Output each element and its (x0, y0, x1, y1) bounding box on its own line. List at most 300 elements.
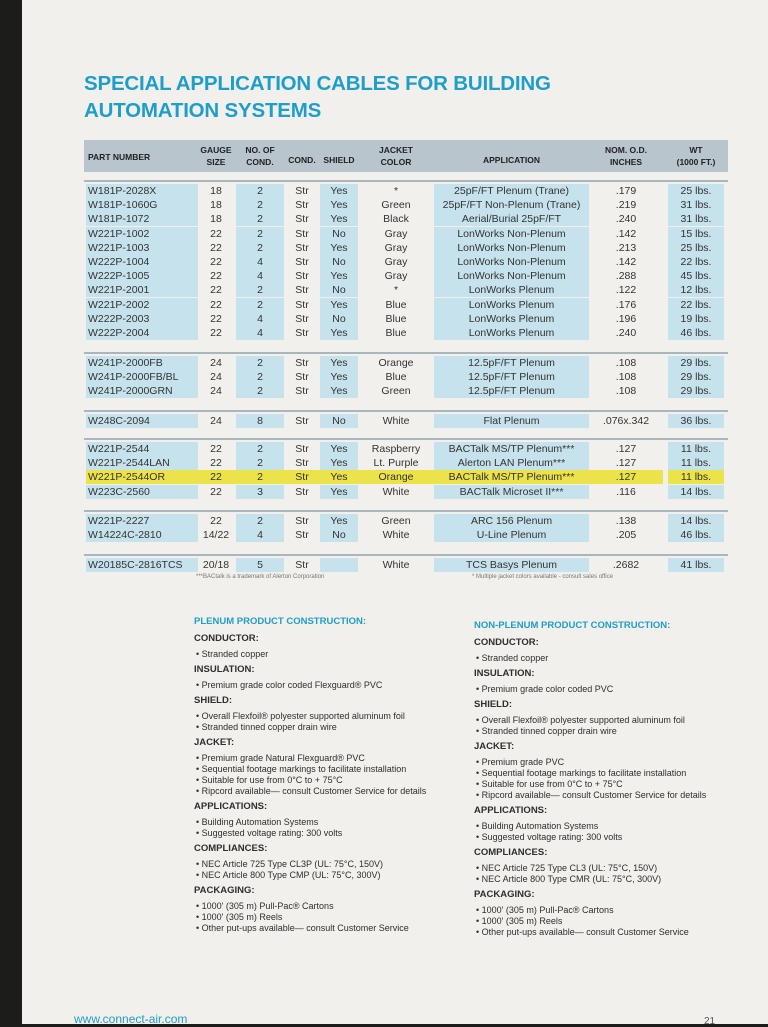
cell-application: LonWorks Non-Plenum (434, 269, 589, 283)
bullet-icon: • (196, 764, 202, 774)
cell-jacket-color: Gray (384, 256, 408, 268)
col-od (589, 145, 663, 167)
bullet-item (474, 779, 744, 790)
cell-weight: 29 lbs. (668, 356, 724, 370)
cell-conductor-count: 2 (236, 283, 284, 297)
cell-gauge-size: 14/22 (202, 529, 230, 542)
cell-part-number: W221P-2544OR (86, 470, 198, 484)
table-row (84, 470, 728, 484)
bullet-text: Stranded tinned copper drain wire (481, 726, 617, 736)
cell-conductor-type: Str (295, 515, 309, 527)
cell-nominal-od: .108 (615, 357, 637, 369)
cell-gauge-size: 22 (210, 284, 222, 297)
bullet-item (474, 874, 744, 885)
cell-conductor-type: Str (295, 298, 309, 311)
cell-weight: 31 lbs. (668, 212, 724, 226)
cell-part-number: W241P-2000FB/BL (86, 370, 198, 384)
bullet-text: NEC Article 800 Type CMP (UL: 75°C, 300V) (201, 870, 381, 880)
cell-jacket-color: Blue (385, 312, 407, 325)
cell-shield: Yes (320, 269, 358, 283)
cell-jacket-color: Green (381, 199, 411, 212)
table-row (84, 241, 728, 255)
col-od-2: INCHES (609, 157, 643, 167)
table-group (84, 554, 728, 574)
cell-jacket-color: Blue (385, 327, 407, 339)
cell-shield: No (320, 528, 358, 542)
cell-shield: No (320, 255, 358, 269)
cell-weight: 46 lbs. (668, 528, 724, 542)
bullet-text: NEC Article 725 Type CL3 (UL: 75°C, 150V) (481, 863, 658, 873)
cell-gauge-size: 24 (210, 385, 222, 398)
cell-conductor-count: 2 (236, 384, 284, 398)
group-divider (84, 352, 728, 354)
bullet-item (194, 680, 464, 691)
bullet-icon: • (476, 779, 482, 789)
cell-conductor-type: Str (295, 199, 309, 212)
cell-conductor-count: 8 (236, 414, 284, 428)
cell-shield: Yes (320, 470, 358, 484)
bullet-icon: • (196, 828, 202, 838)
cell-part-number: W221P-2544LAN (86, 456, 198, 470)
bullet-icon: • (476, 653, 482, 663)
section-title: PACKAGING: (474, 889, 535, 900)
section-title: APPLICATIONS: (194, 801, 268, 812)
bullet-text: Stranded copper (481, 653, 549, 663)
bullet-text: Stranded tinned copper drain wire (201, 722, 337, 732)
cell-weight: 29 lbs. (668, 370, 724, 384)
bullet-text: 1000' (305 m) Pull-Pac® Cartons (201, 901, 334, 911)
cell-gauge-size: 22 (210, 270, 222, 283)
cell-conductor-count: 2 (236, 442, 284, 456)
col-gauge (196, 145, 236, 167)
cell-application: LonWorks Plenum (434, 326, 589, 340)
bullet-icon: • (476, 757, 482, 767)
cell-shield: Yes (320, 212, 358, 226)
cell-shield: Yes (320, 326, 358, 340)
cell-conductor-type: Str (295, 312, 309, 325)
cell-part-number: W14224C-2810 (86, 528, 198, 542)
section-title: CONDUCTOR: (474, 637, 539, 648)
cell-conductor-count: 4 (236, 312, 284, 326)
table-row (84, 485, 728, 499)
group-divider (84, 438, 728, 440)
bullet-item (194, 786, 464, 797)
cell-application: 25pF/FT Non-Plenum (Trane) (434, 198, 589, 212)
bullet-icon: • (476, 821, 482, 831)
bullet-item (194, 711, 464, 722)
cell-part-number: W241P-2000FB (86, 356, 198, 370)
cell-conductor-type: Str (295, 385, 309, 398)
cell-application: LonWorks Plenum (434, 312, 589, 326)
section-title: JACKET: (474, 741, 515, 752)
cell-nominal-od: .196 (615, 312, 637, 325)
bullet-item (194, 912, 464, 923)
col-shield: SHIELD (323, 155, 355, 165)
cell-weight: 14 lbs. (668, 514, 724, 528)
cell-shield (320, 558, 358, 572)
bullet-item (474, 863, 744, 874)
bullet-item (194, 817, 464, 828)
col-no-of-cond (236, 145, 284, 167)
cell-application: BACTalk Microset II*** (434, 485, 589, 499)
bullet-text: Premium grade color coded Flexguard® PVC (201, 680, 383, 690)
cell-part-number: W221P-2227 (86, 514, 198, 528)
col-gauge-1: GAUGE (200, 145, 232, 155)
bullet-icon: • (476, 905, 482, 915)
table-row (84, 456, 728, 470)
cell-weight: 22 lbs. (668, 255, 724, 269)
cell-nominal-od: .240 (615, 327, 637, 339)
col-weight (668, 145, 724, 167)
cell-conductor-type: Str (295, 485, 309, 498)
group-divider (84, 510, 728, 512)
cell-part-number: W221P-2002 (86, 298, 198, 312)
table-group (84, 438, 728, 501)
bullet-item (474, 916, 744, 927)
bullet-text: Suitable for use from 0°C to + 75°C (201, 775, 343, 785)
cell-part-number: W221P-1003 (86, 241, 198, 255)
col-gauge-2: SIZE (206, 157, 226, 167)
section-title: INSULATION: (194, 664, 255, 675)
bullet-text: Other put-ups available— consult Customer Service (201, 923, 409, 933)
cell-shield: Yes (320, 298, 358, 312)
cell-application: 12.5pF/FT Plenum (434, 384, 589, 398)
cell-conductor-type: Str (295, 529, 309, 542)
cell-shield: Yes (320, 241, 358, 255)
cell-jacket-color: * (393, 185, 399, 197)
cell-part-number: W222P-2003 (86, 312, 198, 326)
cell-gauge-size: 24 (210, 415, 222, 427)
cell-application: LonWorks Plenum (434, 298, 589, 312)
cell-weight: 29 lbs. (668, 384, 724, 398)
cell-gauge-size: 22 (210, 327, 222, 339)
bullet-item (474, 653, 744, 664)
bullet-text: 1000' (305 m) Reels (201, 912, 283, 922)
cell-shield: Yes (320, 198, 358, 212)
col-nocond-2: COND. (246, 157, 274, 167)
page-title (84, 70, 644, 124)
section-title: SHIELD: (194, 695, 232, 706)
cell-nominal-od: .122 (615, 284, 637, 297)
cell-jacket-color: Green (381, 385, 411, 398)
bullet-text: NEC Article 800 Type CMR (UL: 75°C, 300V) (481, 874, 662, 884)
website-url: www.connect-air.com (74, 1012, 188, 1026)
bullet-text: Sequential footage markings to facilitate installation (481, 768, 687, 778)
cell-application: BACTalk MS/TP Plenum*** (434, 442, 589, 456)
cell-part-number: W221P-1002 (86, 227, 198, 241)
bullet-icon: • (196, 912, 202, 922)
bullet-text: Stranded copper (201, 649, 269, 659)
cell-nominal-od: .127 (589, 470, 663, 484)
bullet-text: Building Automation Systems (481, 821, 599, 831)
group-divider (84, 180, 728, 182)
table-group (84, 410, 728, 430)
cell-conductor-type: Str (295, 241, 309, 254)
cell-conductor-count: 4 (236, 269, 284, 283)
cell-part-number: W181P-1072 (86, 212, 198, 226)
cell-shield: Yes (320, 370, 358, 384)
cell-jacket-color: Blue (385, 371, 407, 384)
section-title: COMPLIANCES: (194, 843, 268, 854)
bullet-icon: • (196, 817, 202, 827)
cell-conductor-type: Str (295, 227, 309, 240)
cell-conductor-count: 2 (236, 212, 284, 226)
cell-nominal-od: .176 (615, 298, 637, 311)
bullet-text: NEC Article 725 Type CL3P (UL: 75°C, 150V) (201, 859, 384, 869)
cell-application: ARC 156 Plenum (434, 514, 589, 528)
cell-conductor-count: 2 (236, 227, 284, 241)
bullet-text: Ripcord available— consult Customer Service for details (201, 786, 427, 796)
cell-nominal-od: .108 (615, 371, 637, 384)
bullet-item (474, 684, 744, 695)
cell-application: LonWorks Non-Plenum (434, 255, 589, 269)
bullet-icon: • (476, 768, 482, 778)
cell-weight: 22 lbs. (668, 298, 724, 312)
cell-shield: Yes (320, 456, 358, 470)
bullet-icon: • (476, 715, 482, 725)
cell-gauge-size: 18 (210, 185, 222, 197)
cell-part-number: W221P-2544 (86, 442, 198, 456)
bullet-icon: • (476, 916, 482, 926)
cell-conductor-type: Str (295, 284, 309, 297)
cell-conductor-count: 2 (236, 241, 284, 255)
table-row (84, 326, 728, 340)
cell-part-number: W241P-2000GRN (86, 384, 198, 398)
footnote-trademark: ***BACtalk is a trademark of Alerton Corporation (196, 574, 325, 580)
bullet-item (194, 859, 464, 870)
cell-jacket-color: * (393, 284, 399, 297)
bullet-text: Suggested voltage rating: 300 volts (481, 832, 623, 842)
table-row (84, 283, 728, 297)
cell-gauge-size: 22 (210, 241, 222, 254)
section-title: INSULATION: (474, 668, 535, 679)
col-jacket-2: COLOR (380, 157, 412, 167)
cell-application: Flat Plenum (434, 414, 589, 428)
table-row (84, 558, 728, 572)
group-divider (84, 554, 728, 556)
plenum-construction (194, 616, 464, 934)
bullet-icon: • (476, 927, 482, 937)
footnote-jacket-colors: * Multiple jacket colors available - consult sales office (472, 574, 613, 580)
cell-jacket-color: White (382, 485, 410, 498)
cell-conductor-type: Str (295, 415, 309, 427)
section-title: COMPLIANCES: (474, 847, 548, 858)
table-row (84, 370, 728, 384)
col-nocond-1: NO. OF (245, 145, 275, 155)
cell-gauge-size: 22 (210, 457, 222, 470)
section-title: JACKET: (194, 737, 235, 748)
bullet-item (194, 649, 464, 660)
table-group (84, 180, 728, 342)
bullet-text: Ripcord available— consult Customer Service for details (481, 790, 707, 800)
cell-weight: 12 lbs. (668, 283, 724, 297)
cell-shield: Yes (320, 442, 358, 456)
bullet-icon: • (476, 684, 482, 694)
cell-weight: 14 lbs. (668, 485, 724, 499)
bullet-icon: • (196, 786, 202, 796)
bullet-icon: • (476, 832, 482, 842)
bullet-text: Sequential footage markings to facilitate installation (201, 764, 407, 774)
cell-shield: Yes (320, 514, 358, 528)
bullet-icon: • (196, 923, 202, 933)
cell-conductor-count: 2 (236, 184, 284, 198)
bullet-item (474, 905, 744, 916)
group-divider (84, 410, 728, 412)
cell-application: LonWorks Non-Plenum (434, 227, 589, 241)
bullet-text: 1000' (305 m) Reels (481, 916, 563, 926)
cell-part-number: W181P-2028X (86, 184, 198, 198)
cell-application: 25pF/FT Plenum (Trane) (434, 184, 589, 198)
section-title: APPLICATIONS: (474, 805, 548, 816)
cell-conductor-type: Str (295, 443, 309, 455)
cell-part-number: W221P-2001 (86, 283, 198, 297)
bullet-item (474, 821, 744, 832)
bullet-item (474, 790, 744, 801)
cell-weight: 11 lbs. (668, 470, 724, 484)
cell-gauge-size: 20/18 (202, 559, 230, 571)
cell-conductor-type: Str (295, 371, 309, 384)
col-wt-2: (1000 FT.) (676, 157, 716, 167)
cell-application: Alerton LAN Plenum*** (434, 456, 589, 470)
cell-part-number: W222P-1005 (86, 269, 198, 283)
cell-weight: 15 lbs. (668, 227, 724, 241)
bullet-item (194, 828, 464, 839)
bullet-icon: • (196, 775, 202, 785)
cell-application: 12.5pF/FT Plenum (434, 370, 589, 384)
cell-nominal-od: .116 (616, 485, 636, 498)
bullet-text: Premium grade Natural Flexguard® PVC (201, 753, 365, 763)
bullet-item (474, 768, 744, 779)
bullet-text: Suggested voltage rating: 300 volts (201, 828, 343, 838)
cell-jacket-color: Lt. Purple (373, 457, 419, 470)
bullet-icon: • (476, 790, 482, 800)
cell-jacket-color: Gray (384, 241, 408, 254)
bullet-item (474, 715, 744, 726)
cell-jacket-color: Black (383, 213, 409, 226)
bullet-item (474, 832, 744, 843)
cell-shield: Yes (320, 184, 358, 198)
table-row (84, 414, 728, 428)
cell-conductor-type: Str (295, 270, 309, 283)
cell-weight: 19 lbs. (668, 312, 724, 326)
non-plenum-construction (474, 620, 744, 938)
table-row (84, 212, 728, 226)
cell-weight: 36 lbs. (668, 414, 724, 428)
bullet-item (474, 927, 744, 938)
cell-application: Aerial/Burial 25pF/FT (434, 212, 589, 226)
cell-conductor-type: Str (295, 327, 309, 339)
page-number: 21 (704, 1016, 716, 1027)
cell-nominal-od: .2682 (612, 559, 640, 571)
bullet-item (194, 870, 464, 881)
col-application: APPLICATION (483, 155, 540, 165)
cell-conductor-type: Str (295, 357, 309, 369)
table-row (84, 198, 728, 212)
cell-application: TCS Basys Plenum (434, 558, 589, 572)
bullet-item (194, 722, 464, 733)
cell-conductor-type: Str (295, 457, 309, 470)
section-title: PACKAGING: (194, 885, 255, 896)
cell-jacket-color: White (382, 559, 410, 571)
cell-gauge-size: 24 (210, 371, 222, 384)
cell-part-number: W20185C-2816TCS (86, 558, 198, 572)
cell-jacket-color: Blue (385, 298, 407, 311)
cell-application: 12.5pF/FT Plenum (434, 356, 589, 370)
cell-gauge-size: 22 (210, 256, 222, 268)
cell-nominal-od: .138 (615, 515, 637, 527)
cell-nominal-od: .127 (615, 457, 637, 470)
title-line-1: SPECIAL APPLICATION CABLES FOR BUILDING (84, 72, 551, 95)
cell-shield: Yes (320, 356, 358, 370)
cell-gauge-size: 22 (210, 485, 222, 498)
bullet-icon: • (476, 874, 482, 884)
cell-gauge-size: 18 (210, 199, 222, 212)
construction-heading: PLENUM PRODUCT CONSTRUCTION: (194, 616, 367, 627)
bullet-icon: • (196, 753, 202, 763)
cell-conductor-count: 2 (236, 298, 284, 312)
bullet-icon: • (196, 859, 202, 869)
cell-weight: 41 lbs. (668, 558, 724, 572)
cell-application: LonWorks Plenum (434, 283, 589, 297)
cell-jacket-color: Gray (384, 270, 408, 283)
cell-nominal-od: .240 (615, 213, 637, 226)
cell-shield: No (320, 414, 358, 428)
bullet-icon: • (476, 726, 482, 736)
cell-application: U-Line Plenum (434, 528, 589, 542)
bullet-icon: • (196, 722, 202, 732)
cell-weight: 11 lbs. (668, 442, 724, 456)
bullet-text: Other put-ups available— consult Customer Service (481, 927, 689, 937)
cell-conductor-count: 2 (236, 198, 284, 212)
cell-nominal-od: .142 (615, 227, 637, 240)
cell-weight: 25 lbs. (668, 184, 724, 198)
col-od-1: NOM. O.D. (604, 145, 648, 155)
cell-conductor-count: 2 (236, 456, 284, 470)
cell-nominal-od: .219 (615, 199, 637, 212)
cell-part-number: W223C-2560 (86, 485, 198, 499)
cell-nominal-od: .213 (615, 241, 637, 254)
cell-jacket-color: Green (381, 515, 411, 527)
bullet-icon: • (196, 870, 202, 880)
cell-shield: No (320, 283, 358, 297)
cell-nominal-od: .076x.342 (602, 415, 650, 427)
bullet-item (194, 901, 464, 912)
col-jacket (358, 145, 434, 167)
bullet-text: 1000' (305 m) Pull-Pac® Cartons (481, 905, 614, 915)
col-wt-1: WT (689, 145, 703, 155)
cell-nominal-od: .108 (615, 385, 637, 398)
bullet-item (194, 775, 464, 786)
col-jacket-1: JACKET (378, 145, 413, 155)
cell-jacket-color: Gray (384, 227, 408, 240)
table-row (84, 384, 728, 398)
bullet-text: Premium grade color coded PVC (481, 684, 614, 694)
cell-part-number: W222P-1004 (86, 255, 198, 269)
table-row (84, 442, 728, 456)
cell-application: LonWorks Non-Plenum (434, 241, 589, 255)
cell-weight: 45 lbs. (668, 269, 724, 283)
bullet-icon: • (196, 711, 202, 721)
cell-weight: 46 lbs. (668, 326, 724, 340)
cell-application: BACTalk MS/TP Plenum*** (434, 470, 589, 484)
table-row (84, 269, 728, 283)
cell-part-number: W181P-1060G (86, 198, 198, 212)
cell-nominal-od: .142 (615, 256, 637, 268)
cell-gauge-size: 22 (210, 227, 222, 240)
table-row (84, 356, 728, 370)
bullet-text: Overall Flexfoil® polyester supported aluminum foil (201, 711, 405, 721)
bullet-icon: • (196, 680, 202, 690)
